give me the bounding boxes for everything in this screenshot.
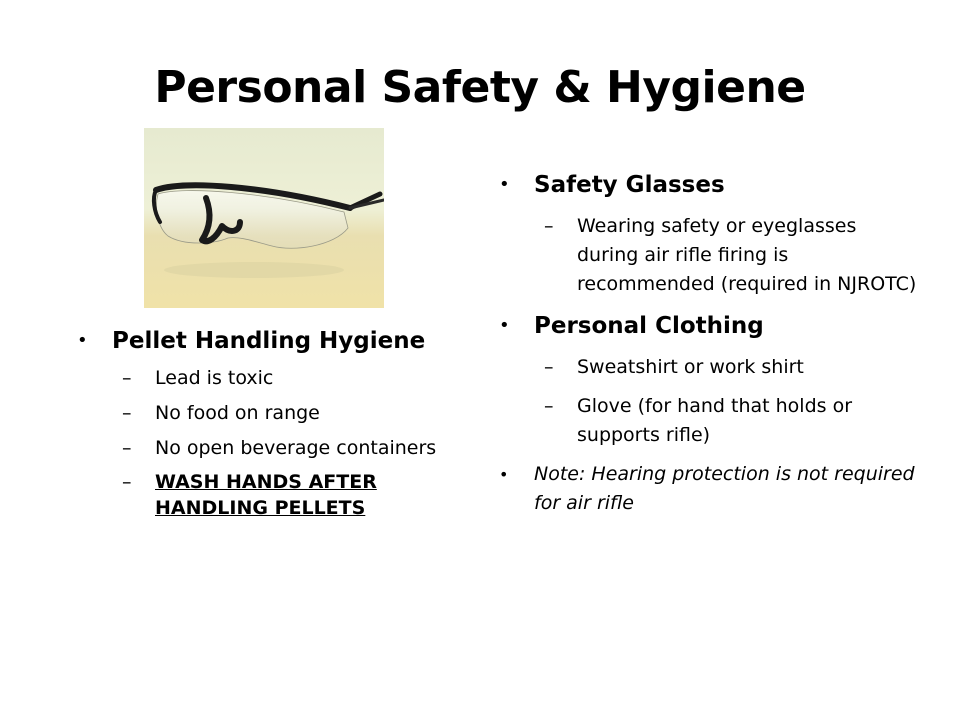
bullet-icon: • [77, 330, 88, 351]
dash-icon: – [544, 215, 554, 237]
list-item [75, 364, 485, 393]
dash-icon: – [122, 367, 132, 389]
hearing-protection-note [497, 460, 917, 518]
dash-icon: – [544, 395, 554, 417]
safety-glasses-photo [144, 128, 384, 308]
list-item [75, 434, 485, 463]
list-item-text: Glove (for hand that holds or supports rifle) [577, 395, 853, 446]
slide-title: Personal Safety & Hygiene [154, 62, 806, 113]
pellet-hygiene-heading [75, 324, 485, 358]
list-item-text: Sweatshirt or work shirt [577, 356, 804, 378]
wash-hands-warning: WASH HANDS AFTER HANDLING PELLETS [155, 471, 377, 519]
bullet-icon: • [499, 174, 510, 195]
dash-icon: – [544, 356, 554, 378]
list-item [497, 392, 917, 450]
bullet-icon: • [499, 315, 510, 336]
list-item-text: No open beverage containers [155, 437, 437, 459]
list-item [497, 353, 917, 382]
personal-clothing-heading [497, 309, 917, 343]
list-item [75, 399, 485, 428]
right-column [497, 168, 917, 518]
heading-text: Safety Glasses [534, 172, 725, 198]
safety-glasses-image [144, 128, 384, 308]
list-item-text: No food on range [155, 402, 320, 424]
list-item-text: Wearing safety or eyeglasses during air rifle firing is recommended (required in NJROTC) [577, 215, 917, 295]
heading-text: Pellet Handling Hygiene [112, 328, 426, 354]
dash-icon: – [122, 437, 132, 459]
list-item [497, 212, 917, 299]
note-text: Note: Hearing protection is not required for air rifle [534, 463, 915, 514]
list-item [75, 469, 485, 521]
heading-text: Personal Clothing [534, 313, 764, 339]
safety-glasses-heading [497, 168, 917, 202]
list-item-text: Lead is toxic [155, 367, 274, 389]
dash-icon: – [122, 402, 132, 424]
pellet-hygiene-section [75, 324, 485, 521]
bullet-icon: • [499, 465, 509, 484]
dash-icon: – [122, 471, 132, 493]
